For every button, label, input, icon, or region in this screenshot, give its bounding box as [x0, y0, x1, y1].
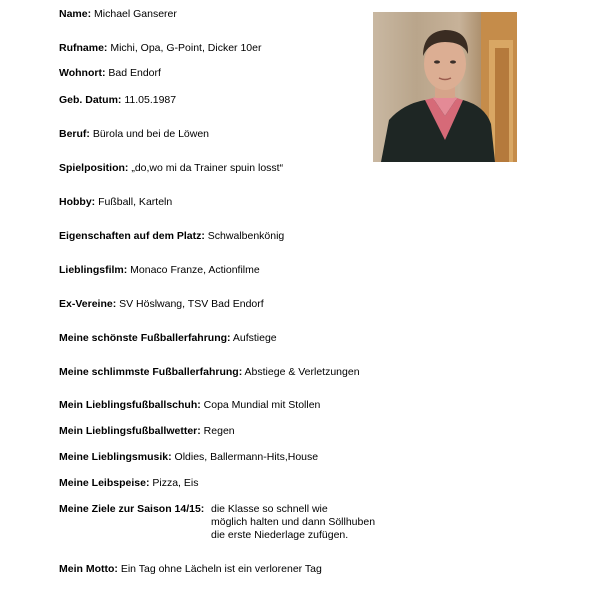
- rufname-label: Rufname:: [59, 42, 108, 54]
- geb-datum-value: 11.05.1987: [121, 94, 177, 106]
- lieblingsmusik-value: Oldies, Ballermann-Hits,House: [171, 451, 319, 463]
- geb-datum-row: [59, 94, 176, 107]
- hobby-row: [59, 196, 172, 209]
- lieblingsmusik-label: Meine Lieblingsmusik:: [59, 451, 172, 463]
- player-photo: [373, 12, 517, 162]
- name-row: [59, 8, 177, 21]
- eigenschaften-value: Schwalbenkönig: [204, 230, 285, 242]
- ziele-text: [211, 503, 375, 542]
- wohnort-value: Bad Endorf: [105, 67, 161, 79]
- eigenschaften-row: [59, 230, 284, 243]
- spielposition-label: Spielposition:: [59, 162, 129, 174]
- hobby-label: Hobby:: [59, 196, 96, 208]
- beruf-value: Bürola und bei de Löwen: [89, 128, 210, 140]
- spielposition-value: „do,wo mi da Trainer spuin losst“: [128, 162, 284, 174]
- motto-value: Ein Tag ohne Lächeln ist ein verlorener Tag: [117, 563, 322, 575]
- schoenste-erfahrung-label: Meine schönste Fußballerfahrung:: [59, 332, 231, 344]
- beruf-label: Beruf:: [59, 128, 90, 140]
- lieblingsfilm-value: Monaco Franze, Actionfilme: [127, 264, 260, 276]
- spielposition-row: [59, 162, 283, 175]
- ziele-line: die erste Niederlage zufügen.: [211, 529, 349, 541]
- leibspeise-row: [59, 477, 198, 490]
- ex-vereine-row: [59, 298, 264, 311]
- rufname-row: [59, 42, 261, 55]
- lieblingsschuh-label: Mein Lieblingsfußballschuh:: [59, 399, 201, 411]
- lieblingsfilm-label: Lieblingsfilm:: [59, 264, 128, 276]
- motto-label: Mein Motto:: [59, 563, 118, 575]
- schlimmste-erfahrung-value: Abstiege & Verletzungen: [242, 366, 360, 378]
- geb-datum-label: Geb. Datum:: [59, 94, 122, 106]
- leibspeise-value: Pizza, Eis: [149, 477, 199, 489]
- ex-vereine-label: Ex-Vereine:: [59, 298, 117, 310]
- person-portrait-icon: [373, 12, 517, 162]
- lieblingswetter-row: [59, 425, 235, 438]
- motto-row: [59, 563, 322, 576]
- schlimmste-erfahrung-row: [59, 366, 360, 379]
- eigenschaften-label: Eigenschaften auf dem Platz:: [59, 230, 205, 242]
- lieblingsschuh-value: Copa Mundial mit Stollen: [200, 399, 321, 411]
- ex-vereine-value: SV Höslwang, TSV Bad Endorf: [116, 298, 264, 310]
- schlimmste-erfahrung-label: Meine schlimmste Fußballerfahrung:: [59, 366, 243, 378]
- name-label: Name:: [59, 8, 92, 20]
- rufname-value: Michi, Opa, G-Point, Dicker 10er: [107, 42, 262, 54]
- leibspeise-label: Meine Leibspeise:: [59, 477, 150, 489]
- wohnort-label: Wohnort:: [59, 67, 106, 79]
- ziele-label: Meine Ziele zur Saison 14/15:: [59, 503, 205, 515]
- schoenste-erfahrung-value: Aufstiege: [230, 332, 277, 344]
- beruf-row: [59, 128, 209, 141]
- wohnort-row: [59, 67, 161, 80]
- schoenste-erfahrung-row: [59, 332, 277, 345]
- lieblingsschuh-row: [59, 399, 320, 412]
- lieblingsmusik-row: [59, 451, 318, 464]
- hobby-value: Fußball, Karteln: [95, 196, 173, 208]
- name-value: Michael Ganserer: [91, 8, 177, 20]
- ziele-row: [59, 503, 376, 541]
- lieblingswetter-label: Mein Lieblingsfußballwetter:: [59, 425, 201, 437]
- ziele-line: möglich halten und dann Söllhuben: [211, 516, 376, 528]
- lieblingsfilm-row: [59, 264, 260, 277]
- lieblingswetter-value: Regen: [200, 425, 235, 437]
- ziele-line: die Klasse so schnell wie: [211, 503, 328, 515]
